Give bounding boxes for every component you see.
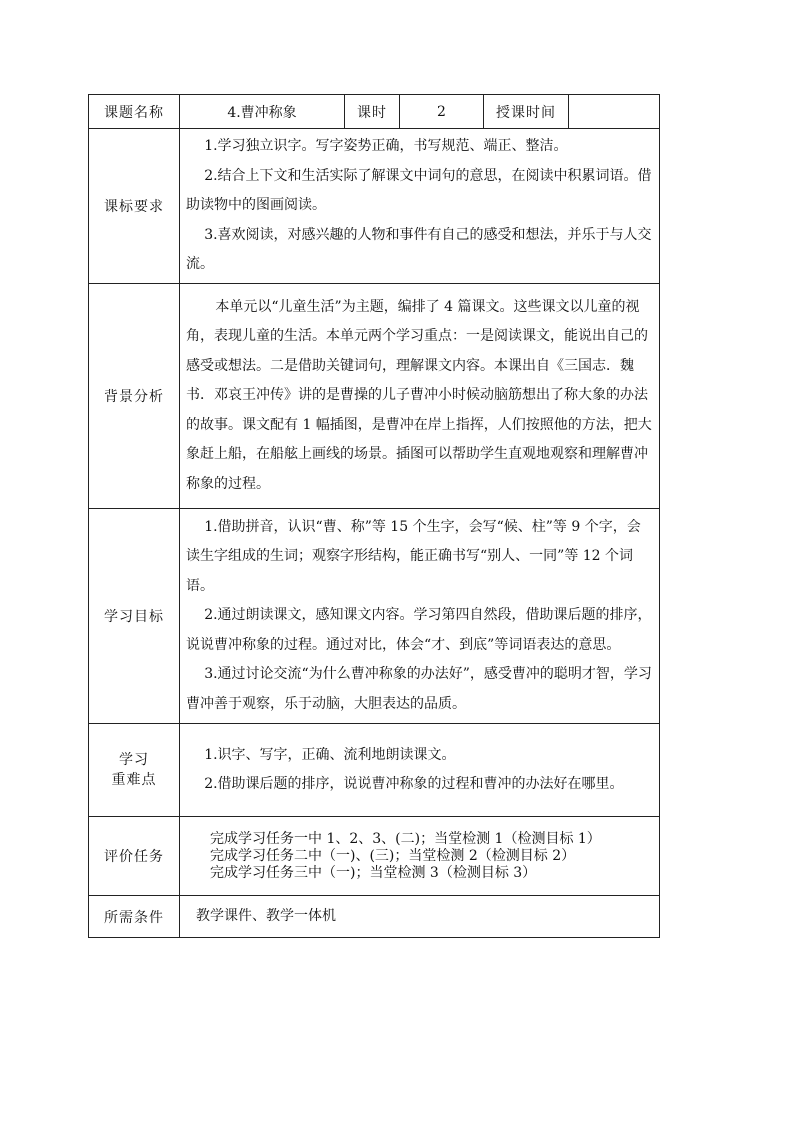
key-point-item: 1.识字、写字，正确、流利地朗读课文。 — [204, 746, 456, 763]
time-label: 授课时间 — [484, 95, 569, 129]
background-content — [180, 284, 660, 509]
curriculum-item: 2.结合上下文和生活实际了解课文中词句的意思，在阅读中积累词语。借助读物中的图画阅读。 — [186, 167, 652, 214]
topic-value: 4.曹冲称象 — [180, 95, 345, 129]
objective-item: 2.通过朗读课文，感知课文内容。学习第四自然段，借助课后题的排序，说说曹冲称象的过程。通过对比，体会“才、到底”等词语表达的意思。 — [186, 607, 652, 653]
conditions-content — [180, 896, 660, 938]
curriculum-item: 3.喜欢阅读，对感兴趣的人物和事件有自己的感受和想法，并乐于与人交流。 — [186, 226, 652, 273]
key-point-item: 2.借助课后题的排序，说说曹冲称象的过程和曹冲的办法好在哪里。 — [204, 776, 624, 792]
background-label: 背景分析 — [89, 284, 180, 509]
objective-item: 3.通过讨论交流“为什么曹冲称象的办法好”，感受曹冲的聪明才智，学习曹冲善于观察，乐于动脑，大胆表达的品质。 — [186, 666, 652, 712]
objectives-row — [89, 509, 660, 724]
objectives-label: 学习目标 — [89, 509, 180, 724]
conditions-value: 教学课件、教学一体机 — [196, 907, 336, 924]
key-points-row — [89, 724, 660, 817]
assessment-item: 完成学习任务二中（一)、(三)；当堂检测 2（检测目标 2） — [210, 847, 576, 864]
conditions-row — [89, 896, 660, 938]
assessment-label: 评价任务 — [89, 817, 180, 896]
assessment-item: 完成学习任务三中（一)；当堂检测 3（检测目标 3） — [210, 864, 537, 881]
curriculum-item: 1.学习独立识字。写字姿势正确，书写规范、端正、整洁。 — [204, 138, 568, 155]
background-text: 本单元以“儿童生活”为主题，编排了 4 篇课文。这些课文以儿童的视角，表现儿童的生活。本单元两个学习重点：一是阅读课文，能说出自己的感受或想法。二是借助关键词句，理解课文内容。本课出自《三国志．魏书．邓哀王冲传》讲的是曹操的儿子曹冲小时候动脑筋想出了称大象的办法的故事。课文配有 1 幅插图，是曹冲在岸上指挥，人们按照他的方法，把大象赶上船，在船舷上画线的场景。插图可以帮助学生直观地观察和理解曹冲称象的过程。 — [186, 298, 652, 492]
period-label: 课时 — [345, 95, 400, 129]
assessment-content — [180, 817, 660, 896]
header-row — [89, 95, 660, 129]
assessment-row — [89, 817, 660, 896]
objectives-content — [180, 509, 660, 724]
key-points-content — [180, 724, 660, 817]
lesson-plan-table — [88, 94, 660, 938]
period-value: 2 — [400, 95, 484, 129]
key-points-label — [89, 724, 180, 817]
conditions-label: 所需条件 — [89, 896, 180, 938]
key-points-label-line: 重难点 — [111, 772, 157, 788]
objective-item: 1.借助拼音，认识“曹、称”等 15 个生字，会写“候、柱”等 9 个字，会读生字组成的生词；观察字形结构，能正确书写“别人、一同”等 12 个词语。 — [186, 518, 641, 594]
time-value — [569, 95, 660, 129]
assessment-item: 完成学习任务一中 1、2、3、(二)；当堂检测 1（检测目标 1） — [210, 830, 601, 847]
curriculum-content — [180, 129, 660, 284]
topic-label: 课题名称 — [89, 95, 180, 129]
curriculum-row — [89, 129, 660, 284]
key-points-label-line: 学习 — [119, 752, 149, 768]
curriculum-label: 课标要求 — [89, 129, 180, 284]
background-row — [89, 284, 660, 509]
